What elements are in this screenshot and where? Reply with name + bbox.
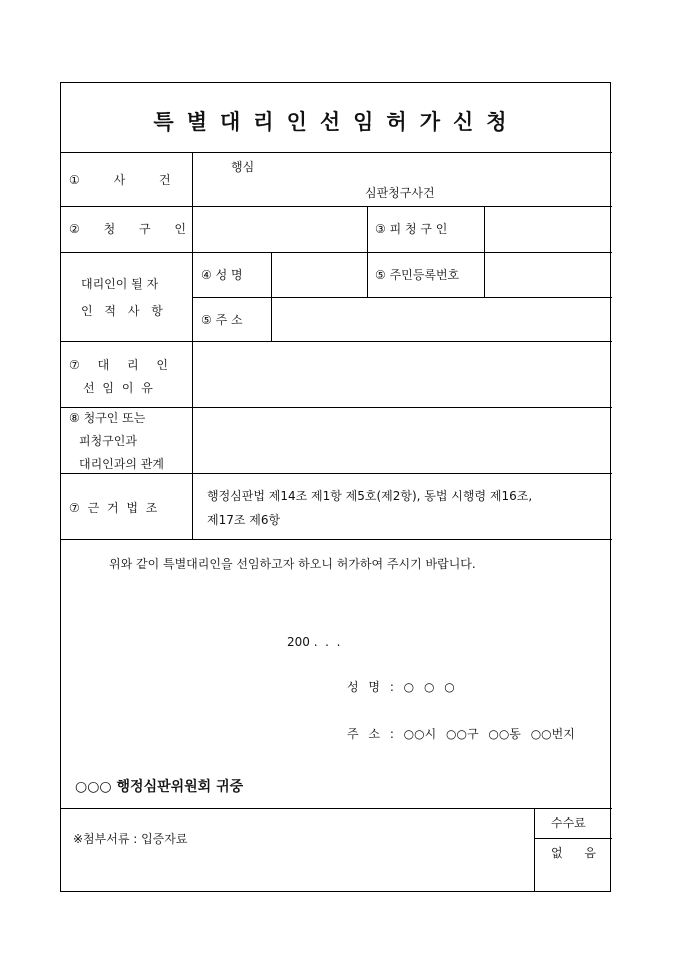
divider (271, 252, 272, 341)
relation-label: 대리인과의 관계 (79, 457, 164, 471)
case-value-prefix: 행심 (231, 160, 255, 174)
divider (61, 808, 612, 809)
case-label: ① 사 건 (69, 173, 171, 187)
divider (534, 808, 535, 892)
applicant-address-line: 주 소 : ○○시 ○○구 ○○동 ○○번지 (347, 727, 575, 741)
divider (61, 341, 612, 342)
applicant-name-line: 성 명 : ○ ○ ○ (347, 680, 455, 694)
divider (61, 152, 612, 153)
divider (61, 539, 612, 540)
divider (61, 473, 612, 474)
claimant-label: ② 청 구 인 (69, 222, 186, 236)
agent-group-label: 대리인이 될 자 (81, 277, 159, 291)
divider (61, 252, 612, 253)
attachments-note: ※첨부서류 : 입증자료 (73, 832, 188, 846)
legal-basis-value: 행정심판법 제14조 제1항 제5호(제2항), 동법 시행령 제16조, (207, 489, 533, 503)
divider (61, 407, 612, 408)
divider (534, 838, 612, 839)
case-value-suffix: 심판청구사건 (365, 186, 435, 200)
request-statement: 위와 같이 특별대리인을 선임하고자 하오니 허가하여 주시기 바랍니다. (109, 557, 476, 571)
reason-label: ⑦ 대 리 인 (69, 358, 168, 372)
divider (192, 152, 193, 539)
legal-basis-label: ⑦ 근 거 법 조 (69, 501, 158, 515)
agent-rrn-label: ⑤ 주민등록번호 (375, 268, 460, 282)
reason-label: 선 임 이 유 (83, 381, 153, 395)
application-form (60, 82, 611, 892)
respondent-label: ③ 피 청 구 인 (375, 222, 448, 236)
fee-label: 수수료 (551, 816, 586, 830)
divider (484, 206, 485, 297)
divider (61, 206, 612, 207)
agent-group-label: 인 적 사 항 (81, 304, 163, 318)
divider (367, 206, 368, 297)
relation-label: 피청구인과 (79, 434, 137, 448)
agent-address-label: ⑤ 주 소 (201, 313, 243, 327)
divider (192, 297, 612, 298)
form-title: 특별대리인선임허가신청 (153, 109, 520, 134)
relation-label: ⑧ 청구인 또는 (69, 411, 146, 425)
addressee: ○○○ 행정심판위원회 귀중 (75, 779, 244, 795)
application-date: 200 . . . (287, 635, 341, 649)
agent-name-label: ④ 성 명 (201, 268, 243, 282)
fee-value: 없 음 (551, 846, 596, 860)
legal-basis-value: 제17조 제6항 (207, 513, 281, 527)
